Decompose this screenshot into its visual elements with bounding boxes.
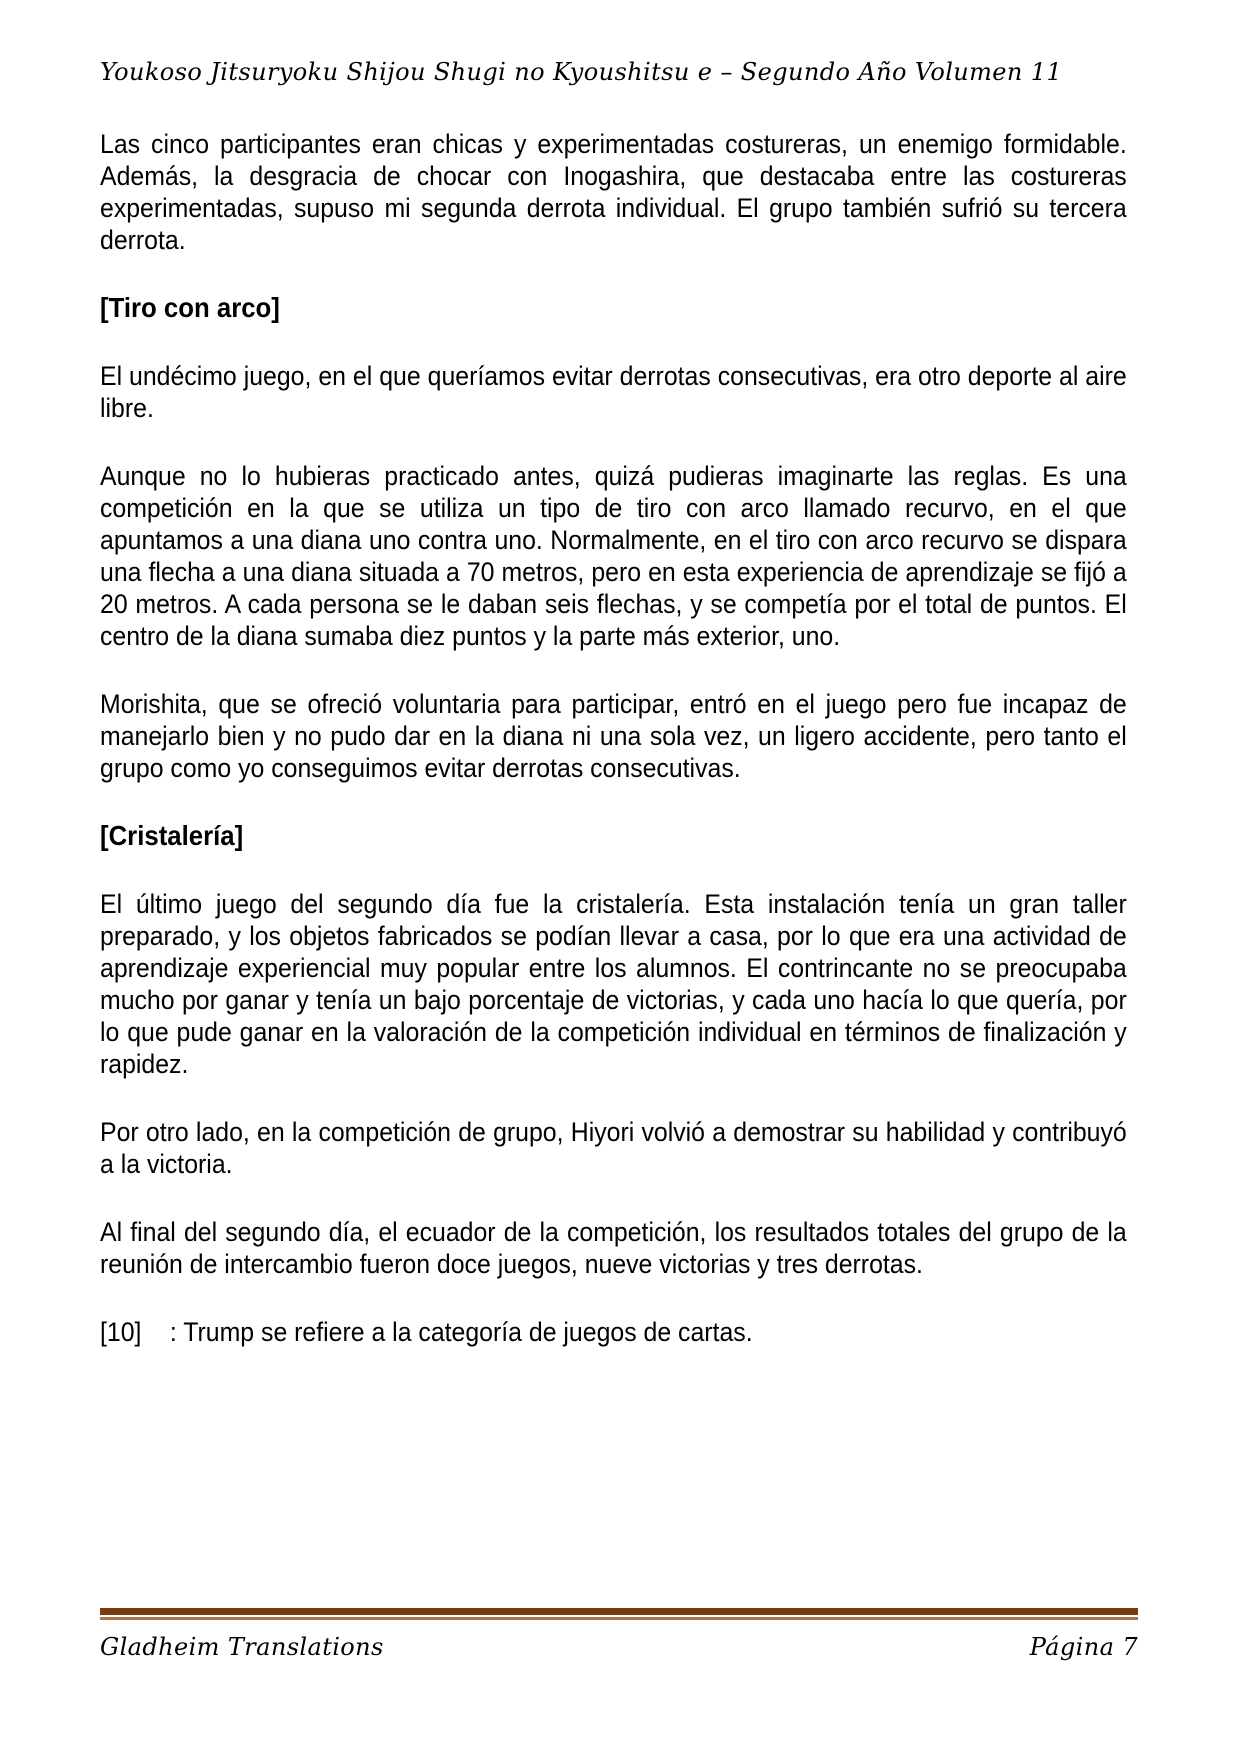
page-header-title: Youkoso Jitsuryoku Shijou Shugi no Kyoushitsu e – Segundo Año Volumen 11 bbox=[100, 58, 1063, 86]
footer-page-number: Página 7 bbox=[1029, 1633, 1138, 1661]
paragraph-morishita: Morishita, que se ofreció voluntaria para participar, entró en el juego pero fue incapaz de manejarlo bien y no pudo dar en la diana ni una sola vez, un ligero accidente, pero tanto el grupo como yo conseguimos evitar derrotas consecutivas. bbox=[100, 689, 1127, 783]
footer-translator-credit: Gladheim Translations bbox=[100, 1633, 384, 1661]
paragraph-cristaleria: El último juego del segundo día fue la cristalería. Esta instalación tenía un gran taller preparado, y los objetos fabricados se podían llevar a casa, por lo que era una actividad de aprendizaje experiencial muy popular entre los alumnos. El contrincante no se preocupaba mucho por ganar y tenía un bajo porcentaje de victorias, y cada uno hacía lo que quería, por lo que pude ganar en la valoración de la competición individual en términos de finalización y rapidez. bbox=[100, 889, 1127, 1079]
paragraph-hiyori: Por otro lado, en la competición de grupo, Hiyori volvió a demostrar su habilidad y contribuyó a la victoria. bbox=[100, 1117, 1127, 1179]
footer-rule-thick bbox=[100, 1608, 1138, 1615]
heading-tiro-con-arco: [Tiro con arco] bbox=[100, 292, 280, 323]
footnote-marker: [10] bbox=[100, 1317, 142, 1347]
footnote-text: : Trump se refiere a la categoría de juegos de cartas. bbox=[169, 1317, 753, 1347]
paragraph-resultados: Al final del segundo día, el ecuador de la competición, los resultados totales del grupo de la reunión de intercambio fueron doce juegos, nueve victorias y tres derrotas. bbox=[100, 1217, 1127, 1279]
paragraph-undecimo-juego: El undécimo juego, en el que queríamos evitar derrotas consecutivas, era otro deporte al aire libre. bbox=[100, 361, 1127, 423]
paragraph-reglas-tiro-con-arco: Aunque no lo hubieras practicado antes, quizá pudieras imaginarte las reglas. Es una competición en la que se utiliza un tipo de tiro con arco llamado recurvo, en el que apuntamos a una diana uno contra uno. Normalmente, en el tiro con arco recurvo se dispara una flecha a una diana situada a 70 metros, pero en esta experiencia de aprendizaje se fijó a 20 metros. A cada persona se le daban seis flechas, y se competía por el total de puntos. El centro de la diana sumaba diez puntos y la parte más exterior, uno. bbox=[100, 461, 1127, 651]
paragraph-costureras: Las cinco participantes eran chicas y experimentadas costureras, un enemigo formidable. Además, la desgracia de chocar con Inogashira, que destacaba entre las costureras experimentadas, supuso mi segunda derrota individual. El grupo también sufrió su tercera derrota. bbox=[100, 129, 1127, 255]
footnote bbox=[100, 1316, 1127, 1348]
page-body bbox=[100, 128, 1220, 1384]
page-footer bbox=[100, 1608, 1138, 1661]
footer-rule-thin bbox=[100, 1617, 1138, 1620]
heading-cristaleria: [Cristalería] bbox=[100, 820, 244, 851]
